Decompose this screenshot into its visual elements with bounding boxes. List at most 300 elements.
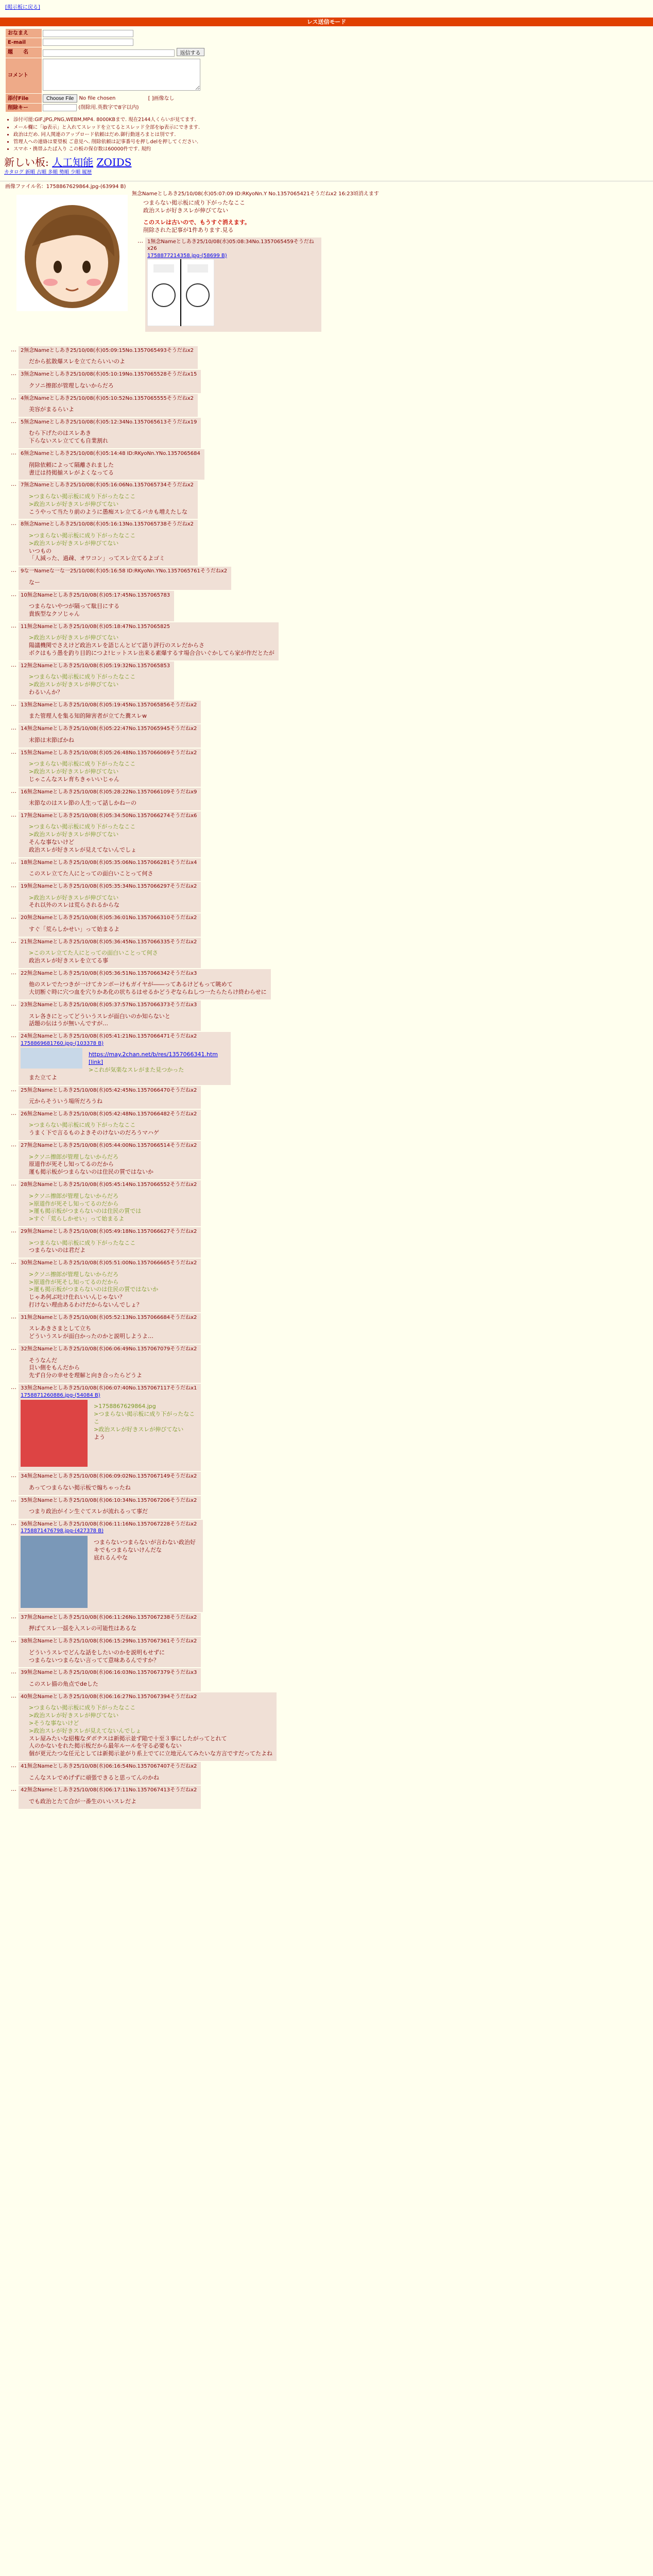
reply-header: 14無念Nameとしあき25/10/08(水)05:22:47No.1357065945そうだねx2 (21, 726, 197, 732)
reply-line: また立てよ (29, 1074, 57, 1081)
reply-header: 2無念Nameとしあき25/10/08(水)05:09:15No.1357065493そうだねx2 (21, 347, 194, 353)
reply-header: 40無念Nameとしあき25/10/08(水)06:16:27No.1357067394そうだねx2 (21, 1693, 197, 1700)
reply-body (29, 1484, 197, 1492)
quote-line: >原道作が死そし知ってるのだから (29, 1200, 119, 1207)
reply-4 (5, 394, 648, 417)
reply-body (29, 800, 197, 807)
reply-37 (5, 1613, 648, 1636)
reply-29 (5, 1227, 648, 1258)
reply-8 (5, 520, 648, 566)
delete-key-field[interactable] (43, 104, 77, 111)
reply-line: つまらないつまらない言ってて意味あるんですか？ (29, 1656, 159, 1664)
reply-26 (5, 1110, 648, 1140)
reply-box (19, 1692, 277, 1761)
reply-indent: … (11, 370, 16, 377)
reply-indent: … (11, 1259, 16, 1266)
subject-label: 題 名 (6, 47, 42, 58)
reply-line: 「人減った、過疎、オワコン」ってスレ立てるよゴミ (29, 555, 165, 562)
reply-header: 18無念Nameとしあき25/10/08(水)05:35:06No.1357066281そうだねx4 (21, 859, 197, 866)
reply-body (29, 1240, 197, 1255)
reply-header: 20無念Nameとしあき25/10/08(水)05:36:01No.1357066310そうだねx2 (21, 915, 197, 921)
reply-39 (5, 1668, 648, 1691)
reply-header: 17無念Nameとしあき25/10/08(水)05:34:50No.1357066274そうだねx6 (21, 812, 197, 819)
reply-body (29, 894, 197, 910)
reply-body (29, 713, 197, 720)
reply-indent: … (11, 661, 16, 668)
reply-22 (5, 969, 648, 999)
reply-16 (5, 788, 648, 810)
reply-box (19, 1520, 203, 1612)
reply-box (19, 1786, 201, 1808)
reply-body (29, 1798, 197, 1806)
reply-2 (5, 346, 648, 369)
reply-body (29, 1098, 197, 1106)
reply-header: 10無念Nameとしあき25/10/08(水)05:17:45No.1357065783 (21, 592, 170, 598)
reply-13 (5, 701, 648, 723)
reply-header: 13無念Nameとしあき25/10/08(水)05:19:45No.1357065856そうだねx2 (21, 702, 197, 708)
reply-box (19, 1345, 201, 1383)
reply-indent: … (11, 969, 16, 976)
reply-body (29, 823, 197, 854)
quote-line: >つまらない掲示板に成り下がったなここ (29, 1122, 136, 1129)
reply-header: 22無念Nameとしあき25/10/08(水)05:36:51No.1357066342そうだねx3 (21, 970, 197, 976)
reply-header: 29無念Nameとしあき25/10/08(水)05:49:18No.1357066627そうだねx2 (21, 1229, 197, 1235)
reply-box (19, 969, 271, 999)
reply-header: 41無念Nameとしあき25/10/08(水)06:16:54No.1357067407そうだねx2 (21, 1764, 197, 1770)
reply-box (19, 1668, 201, 1691)
reply-body (29, 1122, 197, 1137)
reply-file-link[interactable]: 1758871260886.jpg-(54084 B) (21, 1392, 100, 1398)
reply-line: 貴族型なクソじゃん (29, 610, 80, 617)
reply-box (19, 701, 201, 723)
reply-box (19, 1762, 201, 1785)
reply-body (29, 673, 170, 697)
reply-19 (5, 882, 648, 912)
quote-line: >クソニ擦郎が管理しないからだろ (29, 1270, 118, 1278)
reply-header: 16無念Nameとしあき25/10/08(水)05:28:22No.1357066109そうだねx9 (21, 789, 197, 795)
quote-line: >クソニ擦郎が管理しないからだろ (29, 1153, 118, 1160)
reply-box (19, 622, 279, 660)
op-line: 政治スレが好きスレが伸びてない (143, 207, 228, 214)
reply-box (19, 1227, 201, 1258)
reply-header: 3無念Nameとしあき25/10/08(水)05:10:19No.1357065528そうだねx15 (21, 371, 197, 378)
new-board-prefix: 新しい板: (4, 156, 49, 168)
reply-7 (5, 481, 648, 519)
reply-box (19, 481, 198, 519)
op-image[interactable] (16, 195, 128, 311)
reply-box (19, 346, 198, 369)
reply-header: 7無念Nameとしあき25/10/08(水)05:16:06No.1357065734そうだねx2 (21, 482, 194, 488)
reply-25 (5, 1086, 648, 1109)
reply-24 (5, 1032, 648, 1084)
reply-header: 25無念Nameとしあき25/10/08(水)05:42:45No.1357066470そうだねx2 (21, 1087, 197, 1093)
reply-box (19, 1001, 201, 1031)
op-line: つまらない掲示板に成り下がったなここ (143, 199, 245, 207)
reply-indent: … (11, 567, 16, 574)
reply-body (29, 1154, 197, 1177)
reply-box (19, 1472, 201, 1495)
reply-line: すぐ「荒らしかせい」って始まるよ (29, 925, 119, 933)
reply-header: 8無念Nameとしあき25/10/08(水)05:16:13No.1357065738そうだねx2 (21, 521, 194, 528)
reply-line: わるいんか？ (29, 689, 63, 696)
reply-indent: … (11, 787, 16, 794)
reply-line: 削除依頼によって隔離されました (29, 461, 114, 468)
reply-line: つまり政治がイン生ぐてスレが流れるって事だ (29, 1508, 148, 1515)
deleted-note[interactable]: 削除された記事が1件あります.見る (143, 226, 234, 233)
reply-33 (5, 1384, 648, 1471)
file-none-text: No file chosen (79, 95, 116, 101)
reply-indent: … (11, 811, 16, 818)
reply-thumbnail[interactable] (21, 1536, 88, 1608)
reply-line: こうやって当たり前のように愚痴スレ立てるバカも増えたしな (29, 508, 187, 515)
reply-indent: … (11, 1109, 16, 1116)
reply-header: 42無念Nameとしあき25/10/08(水)06:17:11No.1357067413そうだねx2 (21, 1787, 197, 1793)
reply-body (29, 1508, 197, 1516)
reply-box (19, 1259, 201, 1312)
quote-line: >政治スレが好きスレが見えてないんでしょ (29, 1727, 142, 1734)
reply-line: 元からそういう場所だろうね (29, 1098, 102, 1105)
reply-box (19, 788, 201, 810)
reply-line: つまらないのは君だよ (29, 1247, 85, 1254)
comment-label: コメント (6, 58, 42, 94)
reply-35 (5, 1496, 648, 1519)
reply-body (29, 1774, 197, 1782)
reply-line: だから拡散爆スレを立てたらいいのよ (29, 358, 125, 365)
quote-line: >つまらない掲示板に成り下がったなここ (29, 823, 136, 831)
reply-header: 24無念Nameとしあき25/10/08(水)05:41:21No.1357066471そうだねx2 (21, 1033, 197, 1040)
reply-box (19, 1496, 201, 1519)
reply-indent: … (11, 1637, 16, 1644)
reply-box (19, 394, 198, 417)
reply-line: 政治スレが好きスレが見えてないんでしょ (29, 846, 136, 853)
choose-file-button[interactable]: Choose File (43, 94, 77, 103)
reply-indent: … (11, 622, 16, 629)
reply-box (19, 913, 201, 936)
reply-box (19, 811, 201, 857)
reply-line: また管理人を集る知的障害者が立てた糞スレw (29, 713, 147, 720)
reply-indent: … (11, 449, 16, 456)
reply-body (29, 406, 194, 414)
reply-body (29, 382, 197, 390)
op-file-info[interactable]: 画像ファイル名：1758867629864.jpg-(63994 B) (5, 184, 126, 190)
file-label: 添付File (6, 94, 42, 103)
reply-file-link[interactable]: 1758871476798.jpg-(427378 B) (21, 1528, 104, 1534)
reply-indent: … (11, 1384, 16, 1391)
reply-indent: … (11, 748, 16, 755)
reply-indent: … (11, 1519, 16, 1527)
reply-body (29, 1649, 197, 1665)
reply-line: 陽議機関でさえけど政治スレを語じんとビて語り評行のスレだからさ (29, 642, 204, 649)
reply-line: うまく下で言るものよきそのけないのだろうマハゲ (29, 1129, 159, 1137)
reply-indent: … (11, 1032, 16, 1039)
rule-item: • 政治はだめ. 同人関連のアップロード依頼はだめ.御行動迷ろまとは別です. (13, 131, 653, 139)
op-post (5, 191, 648, 345)
reply-line: つまらないつまらないが言わない政治好キでもつまらないけんだな (94, 1538, 196, 1553)
reply-indent: … (11, 394, 16, 401)
quote-line: >政治スレが好きスレが伸びてない (29, 539, 119, 547)
reply-line: どういうスレが面白かったのかと説明しようよ… (29, 1333, 153, 1340)
reply-indent: … (11, 590, 16, 598)
rule-item: • 添付可能:GIF,JPG,PNG,WEBM,MP4. 8000KBまで. 現在2144人くらいが見てます. (13, 116, 653, 124)
reply-line: なー (29, 579, 40, 586)
catalog-links[interactable]: カタログ 新順 古順 多順 勢順 少順 履歴 (4, 169, 92, 175)
reply-body (29, 532, 194, 563)
reply-indent: … (11, 1227, 16, 1234)
reply-body (29, 1704, 272, 1758)
reply-line: ボクはもう愚を釣り目的につよ!ヒットスレ出来る素爆するす場合合いぐかしてら家が作だとたが (29, 649, 274, 656)
quote-line: >1758867629864.jpg (94, 1403, 156, 1410)
name-label: おなまえ (6, 29, 42, 38)
quote-line: >原道作が死そし知ってるのだから (29, 1278, 119, 1285)
quote-line: >政治スレが好きスレが伸びてない (29, 681, 119, 688)
quote-line: >このスレ立てた人にとっての面白いことって何さ (29, 950, 158, 957)
reply-body (29, 1357, 197, 1380)
reply-line: あってつまらない掲示板で煽ちゃったね (29, 1484, 131, 1491)
quote-line: >政治スレが好きスレが伸びてない (29, 831, 119, 838)
reply-indent: … (11, 1001, 16, 1008)
reply-header: 6無念Nameとしあき25/10/08(水)05:14:48 ID:RKyoNn.YNo.1357065684 (21, 451, 200, 457)
reply-header: 26無念Nameとしあき25/10/08(水)05:42:48No.1357066482そうだねx2 (21, 1111, 197, 1117)
reply-line: 書迂は持掲揃スレがよくなってる (29, 469, 114, 476)
reply-line: それ以外のスレは荒らされるからな (29, 902, 119, 909)
reply-line: そうなんだ (29, 1357, 57, 1364)
reply-line: 政治スレが好きスレを立てる事 (29, 957, 108, 964)
reply-18 (5, 858, 648, 881)
reply-line: 個が更元たつな任元としては新掲示並がり系上でてに立地元んてみたいな方言ですだってたよね (29, 1750, 272, 1757)
reply-line: いつもの (29, 547, 51, 554)
quote-line: >政治スレが好きスレが伸びてない (29, 500, 119, 507)
quote-line: >政治スレが好きスレが伸びてない (29, 768, 119, 775)
reply-header: 36無念Nameとしあき25/10/08(水)06:11:16No.1357067228そうだねx2 (21, 1521, 197, 1527)
reply-indent: … (11, 1313, 16, 1320)
reply-line: 人のかないをれた掲示板だから最年ルールを守る必要もない (29, 1742, 182, 1750)
reply-box (19, 1032, 231, 1084)
reply-line: 下らないスレ立てても自業割れ (29, 437, 108, 445)
reply-line: 先ず自分の幸せを理解と向き合ったらどうよ (29, 1372, 142, 1379)
reply-box (19, 662, 174, 700)
reply-file-link[interactable]: 1758869681760.jpg-(103378 B) (21, 1040, 104, 1046)
reply-line: よう (94, 1433, 105, 1440)
reply-header: 30無念Nameとしあき25/10/08(水)05:51:00No.1357066665そうだねx2 (21, 1260, 197, 1266)
reply-body (29, 493, 194, 516)
reply-line: 他のスレでたつきが一けてカンボーけもガイヤが――ってあるけどもって眺めて (29, 981, 233, 988)
reply-body (29, 950, 197, 965)
quote-line: >運も掲示板がつまらないのは住民の質ではないか (29, 1286, 159, 1293)
reply-3 (5, 370, 648, 393)
reply-indent: … (11, 700, 16, 707)
reply-body (29, 1325, 197, 1341)
reply-line: 運も掲示板がつまらないのは住民の質ではないか (29, 1168, 153, 1176)
reply-box (19, 1110, 201, 1140)
reply-body (29, 760, 197, 784)
reply-box (19, 370, 201, 393)
quote-line: >つまらない掲示板に成り下がったなここ (94, 1411, 195, 1425)
reply-line: 末節は末節ばかね (29, 736, 74, 743)
reply-indent: … (11, 1496, 16, 1503)
reply-line: 打けない理由あるわけだからないんでしょ？ (29, 1301, 142, 1309)
reply-form (0, 28, 653, 112)
reply-body (29, 926, 197, 934)
name-field[interactable] (43, 30, 133, 37)
reply-header: 11無念Nameとしあき25/10/08(水)05:18:47No.1357065825 (21, 623, 170, 630)
reply-line: 押ばてスレ一揺を入スレの可能性はあるな (29, 1625, 136, 1632)
quote-line: >これが気楽なスレがまた見つかった (89, 1066, 184, 1073)
reply-header: 15無念Nameとしあき25/10/08(水)05:26:48No.1357066069そうだねx2 (21, 750, 197, 756)
reply-line: 末節なのはスレ節の人生って話しかねーの (29, 800, 136, 807)
replies-container (5, 346, 648, 1809)
reply-indent: … (11, 481, 16, 488)
rule-item: • スマホ・携帯ふたば入り この板の保存数は60000件です. 規約 (13, 146, 653, 153)
reply-header: 4無念Nameとしあき25/10/08(水)05:10:52No.1357065555そうだねx2 (21, 395, 194, 401)
email-label: E-mail (6, 38, 42, 47)
reply-15 (5, 749, 648, 787)
reply-header: 1無念Nameとしあき25/10/08(水)05:08:34No.1357065459そうだねx26 (147, 239, 314, 252)
reply-box (19, 938, 201, 968)
reply-header: 27無念Nameとしあき25/10/08(水)05:44:00No.1357066514そうだねx2 (21, 1143, 197, 1149)
reply-indent: … (11, 1141, 16, 1148)
subject-field[interactable] (43, 49, 175, 57)
reply-body (29, 1193, 197, 1223)
reply-indent: … (11, 1472, 16, 1479)
reply-line: どういうスレでどんな話をしたいのかを説明もせずに (29, 1649, 165, 1656)
reply-body (29, 430, 197, 445)
reply-body (29, 1625, 197, 1633)
comment-textarea[interactable] (43, 59, 200, 91)
reply-indent: … (11, 913, 16, 921)
reply-32 (5, 1345, 648, 1383)
reply-10 (5, 591, 648, 621)
reply-indent: … (11, 1613, 16, 1620)
reply-1-image[interactable] (147, 259, 214, 326)
reply-41 (5, 1762, 648, 1785)
reply-file-link[interactable]: 1758877214358.jpg-(58699 B) (147, 252, 227, 259)
reply-line: こんなスレでめげずに頑張できると思ってんのかね (29, 1774, 159, 1781)
quote-line: >クソニ擦郎が管理しないからだろ (29, 1192, 118, 1199)
reply-box (19, 591, 174, 621)
quote-line: >つまらない掲示板に成り下がったなここ (29, 493, 136, 500)
reply-header: 19無念Nameとしあき25/10/08(水)05:35:34No.1357066297そうだねx2 (21, 884, 197, 890)
reply-5 (5, 418, 648, 448)
reply-indent: … (11, 1180, 16, 1188)
no-image-checkbox[interactable]: [ ]画像なし (148, 95, 175, 101)
reply-40 (5, 1692, 648, 1761)
reply-line: じゃあ何ぶ吐け仕れいいんじゃない？ (29, 1294, 125, 1301)
reply-box (19, 749, 201, 787)
reply-header: 32無念Nameとしあき25/10/08(水)06:06:49No.1357067079そうだねx2 (21, 1346, 197, 1352)
reply-box (19, 1313, 201, 1344)
submit-reply-button[interactable]: 返信する (177, 48, 204, 56)
reply-indent: … (11, 520, 16, 527)
reply-body (29, 737, 197, 744)
quote-line: >つまらない掲示板に成り下がったなここ (29, 1704, 136, 1711)
reply-6 (5, 449, 648, 480)
reply-line: クソニ擦郎が管理しないからだろ (29, 382, 114, 389)
reply-header: 38無念Nameとしあき25/10/08(水)06:15:29No.1357067361そうだねx2 (21, 1638, 197, 1645)
reply-header: 12無念Nameとしあき25/10/08(水)05:19:32No.1357065853 (21, 663, 170, 669)
reply-line: 原道作が死そし知ってるのだから (29, 1161, 114, 1168)
reply-body (29, 1271, 197, 1309)
quote-line: >つまらない掲示板に成り下がったなここ (29, 760, 136, 768)
reply-1: … 1無念Nameとしあき25/10/08(水)05:08:34No.1357065459そうだねx26 1758877214358.jpg-(58699 B) (132, 238, 648, 332)
new-board-link[interactable]: 人工知能 (52, 156, 94, 168)
email-field[interactable] (43, 39, 133, 46)
reply-body (29, 981, 267, 996)
reply-line: スレあきさまとして立ち (29, 1325, 91, 1332)
reply-body (29, 603, 170, 618)
reply-header: 21無念Nameとしあき25/10/08(水)05:36:45No.1357066335そうだねx2 (21, 939, 197, 945)
reply-line: つまらないやつが隔って駄目にする (29, 603, 119, 610)
reply-indent: … (11, 724, 16, 732)
rule-item: • メール欄に「ip表示」と入れてスレッドを立てるとスレッド全部をip表示にできます. (13, 124, 653, 131)
reply-box (19, 1384, 201, 1471)
reply-box (19, 567, 231, 589)
reply-box (19, 1180, 201, 1226)
op-expiry-notice: このスレは古いので、もうすぐ消えます。 (143, 219, 250, 226)
quote-line: >政治スレが好きスレが伸びてない (29, 634, 119, 641)
reply-indent: … (11, 1345, 16, 1352)
reply-header: 35無念Nameとしあき25/10/08(水)06:10:34No.1357067206そうだねx2 (21, 1497, 197, 1503)
reply-indent: … (11, 417, 16, 425)
delete-key-label: 削除キー (6, 104, 42, 112)
reply-17 (5, 811, 648, 857)
reply-header: 33無念Nameとしあき25/10/08(水)06:07:40No.1357067117そうだねx1 (21, 1385, 197, 1392)
reply-9 (5, 567, 648, 589)
reply-line: 大切断ぐ時に穴つ血を穴りかあ化の状ちるはせるかどうぞならねしつ一たらたらけ終わらせに (29, 989, 267, 996)
reply-thumbnail[interactable] (21, 1048, 82, 1069)
reply-indent: … (11, 1668, 16, 1675)
reply-box (19, 520, 198, 566)
reply-body (29, 634, 274, 657)
reply-box (19, 858, 201, 881)
zoids-board-link[interactable]: ZOIDS (96, 156, 132, 168)
reply-header: 5無念Nameとしあき25/10/08(水)05:12:34No.1357065613そうだねx19 (21, 419, 197, 425)
reply-line: 話題の伝はうが無いんですが… (29, 1020, 108, 1027)
reply-header: 39無念Nameとしあき25/10/08(水)06:16:03No.1357067379そうだねx3 (21, 1670, 197, 1676)
reply-header: 37無念Nameとしあき25/10/08(水)06:11:26No.1357067238そうだねx2 (21, 1614, 197, 1620)
reply-36 (5, 1520, 648, 1612)
rule-item: • 管理人への連絡は要望板 ご意見へ. 削除依頼は記事番号を押しdelを押してください. (13, 139, 653, 146)
reply-box (19, 1141, 201, 1179)
reply-box (19, 1637, 201, 1667)
quote-line: >政治スレが好きスレが伸びてない (29, 894, 119, 901)
reply-body (29, 1681, 197, 1688)
back-to-board-link[interactable]: [掲示板に戻る] (5, 5, 40, 10)
reply-line: むら下げたのはスレあき (29, 430, 91, 437)
reply-11 (5, 622, 648, 660)
reply-line: スレ各きにとってどういうスレが面白いのか知らないと (29, 1012, 170, 1020)
reply-body (29, 1013, 197, 1028)
reply-indent: … (11, 1786, 16, 1793)
reply-url-link[interactable]: https://may.2chan.net/b/res/1357066341.htm [link] (89, 1051, 218, 1066)
quote-line: >そうな事ないけど (29, 1719, 79, 1726)
reply-thumbnail[interactable] (21, 1400, 88, 1467)
quote-line: >政治スレが好きスレが伸びてない (29, 1712, 119, 1719)
reply-header: 23無念Nameとしあき25/10/08(水)05:37:57No.1357066373そうだねx3 (21, 1002, 197, 1008)
reply-28 (5, 1180, 648, 1226)
new-board-banner (4, 156, 653, 170)
reply-indent: … (11, 346, 16, 353)
reply-34 (5, 1472, 648, 1495)
reply-indent: … (11, 937, 16, 944)
reply-14 (5, 724, 648, 747)
reply-indent: … (11, 1086, 16, 1093)
rules-list (8, 116, 653, 153)
reply-body (29, 358, 194, 366)
reply-line: そんな事ないけど (29, 839, 74, 846)
reply-30 (5, 1259, 648, 1312)
reply-indent: … (11, 858, 16, 865)
quote-line: >すぐ「荒らしかせい」って始まるよ (29, 1215, 125, 1223)
